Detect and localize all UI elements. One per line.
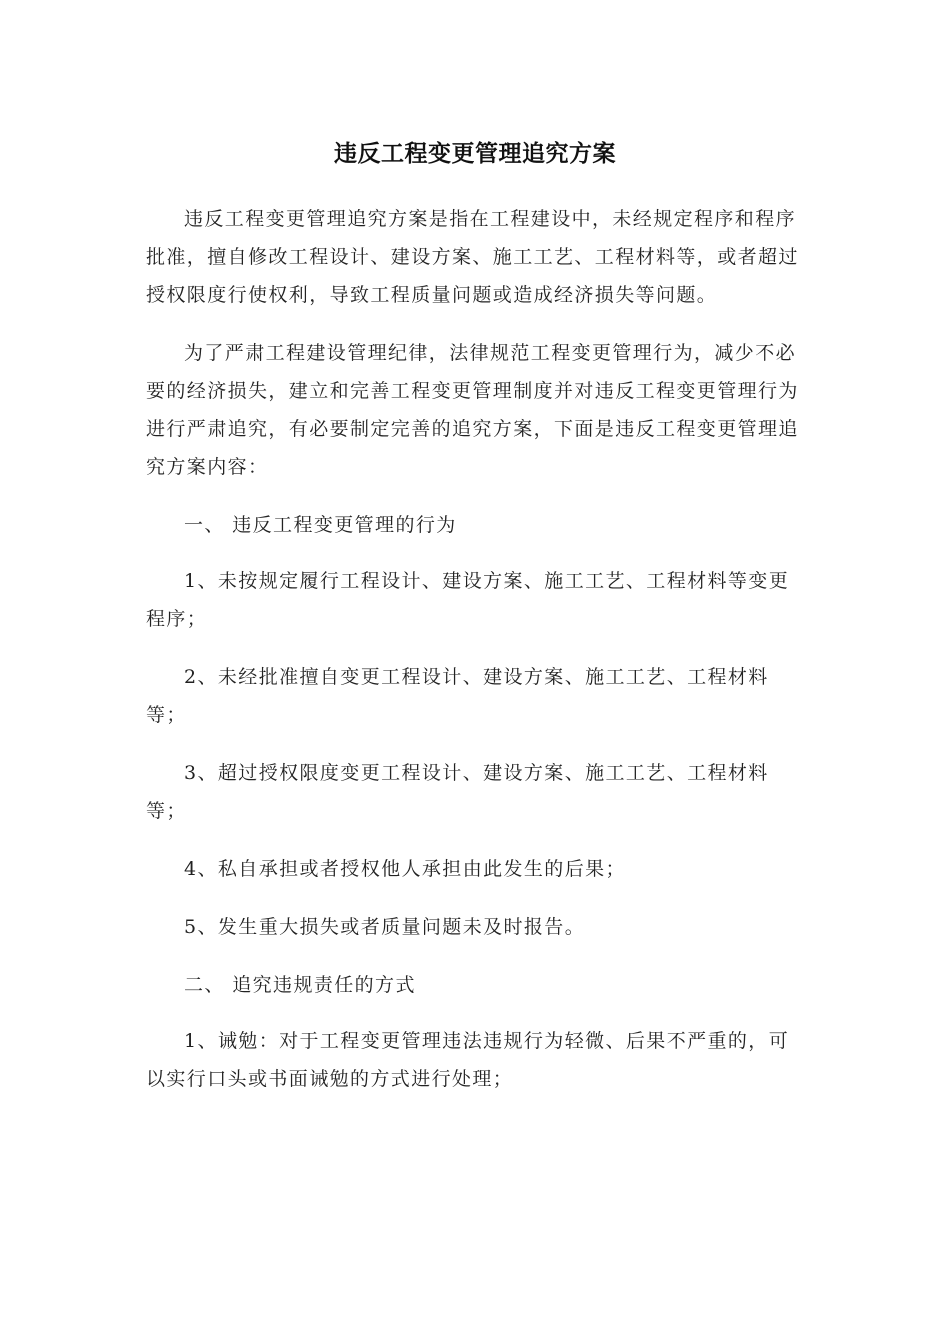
intro-paragraph: 违反工程变更管理追究方案是指在工程建设中，未经规定程序和程序批准，擅自修改工程设计、建设方案、施工工艺、工程材料等，或者超过授权限度行使权利，导致工程质量问题或造成经济损失等问题。	[146, 208, 799, 306]
section-1-item: 2、未经批准擅自变更工程设计、建设方案、施工工艺、工程材料等；	[146, 666, 769, 726]
section-1-item: 1、未按规定履行工程设计、建设方案、施工工艺、工程材料等变更程序；	[146, 570, 790, 630]
section-1-item: 4、私自承担或者授权他人承担由此发生的后果；	[184, 858, 626, 880]
section-1-heading: 一、 违反工程变更管理的行为	[184, 514, 457, 536]
purpose-paragraph: 为了严肃工程建设管理纪律，法律规范工程变更管理行为，减少不必要的经济损失，建立和完善工程变更管理制度并对违反工程变更管理行为进行严肃追究，有必要制定完善的追究方案，下面是违反工程变更管理追究方案内容：	[146, 342, 799, 478]
document-body	[146, 200, 806, 1118]
section-1-item: 5、发生重大损失或者质量问题未及时报告。	[184, 916, 586, 938]
section-2-heading: 二、 追究违规责任的方式	[184, 974, 416, 996]
section-1-item: 3、超过授权限度变更工程设计、建设方案、施工工艺、工程材料等；	[146, 762, 769, 822]
section-2-item: 1、诫勉：对于工程变更管理违法违规行为轻微、后果不严重的，可以实行口头或书面诫勉的方式进行处理；	[146, 1030, 790, 1090]
document-title: 违反工程变更管理追究方案	[334, 141, 616, 167]
